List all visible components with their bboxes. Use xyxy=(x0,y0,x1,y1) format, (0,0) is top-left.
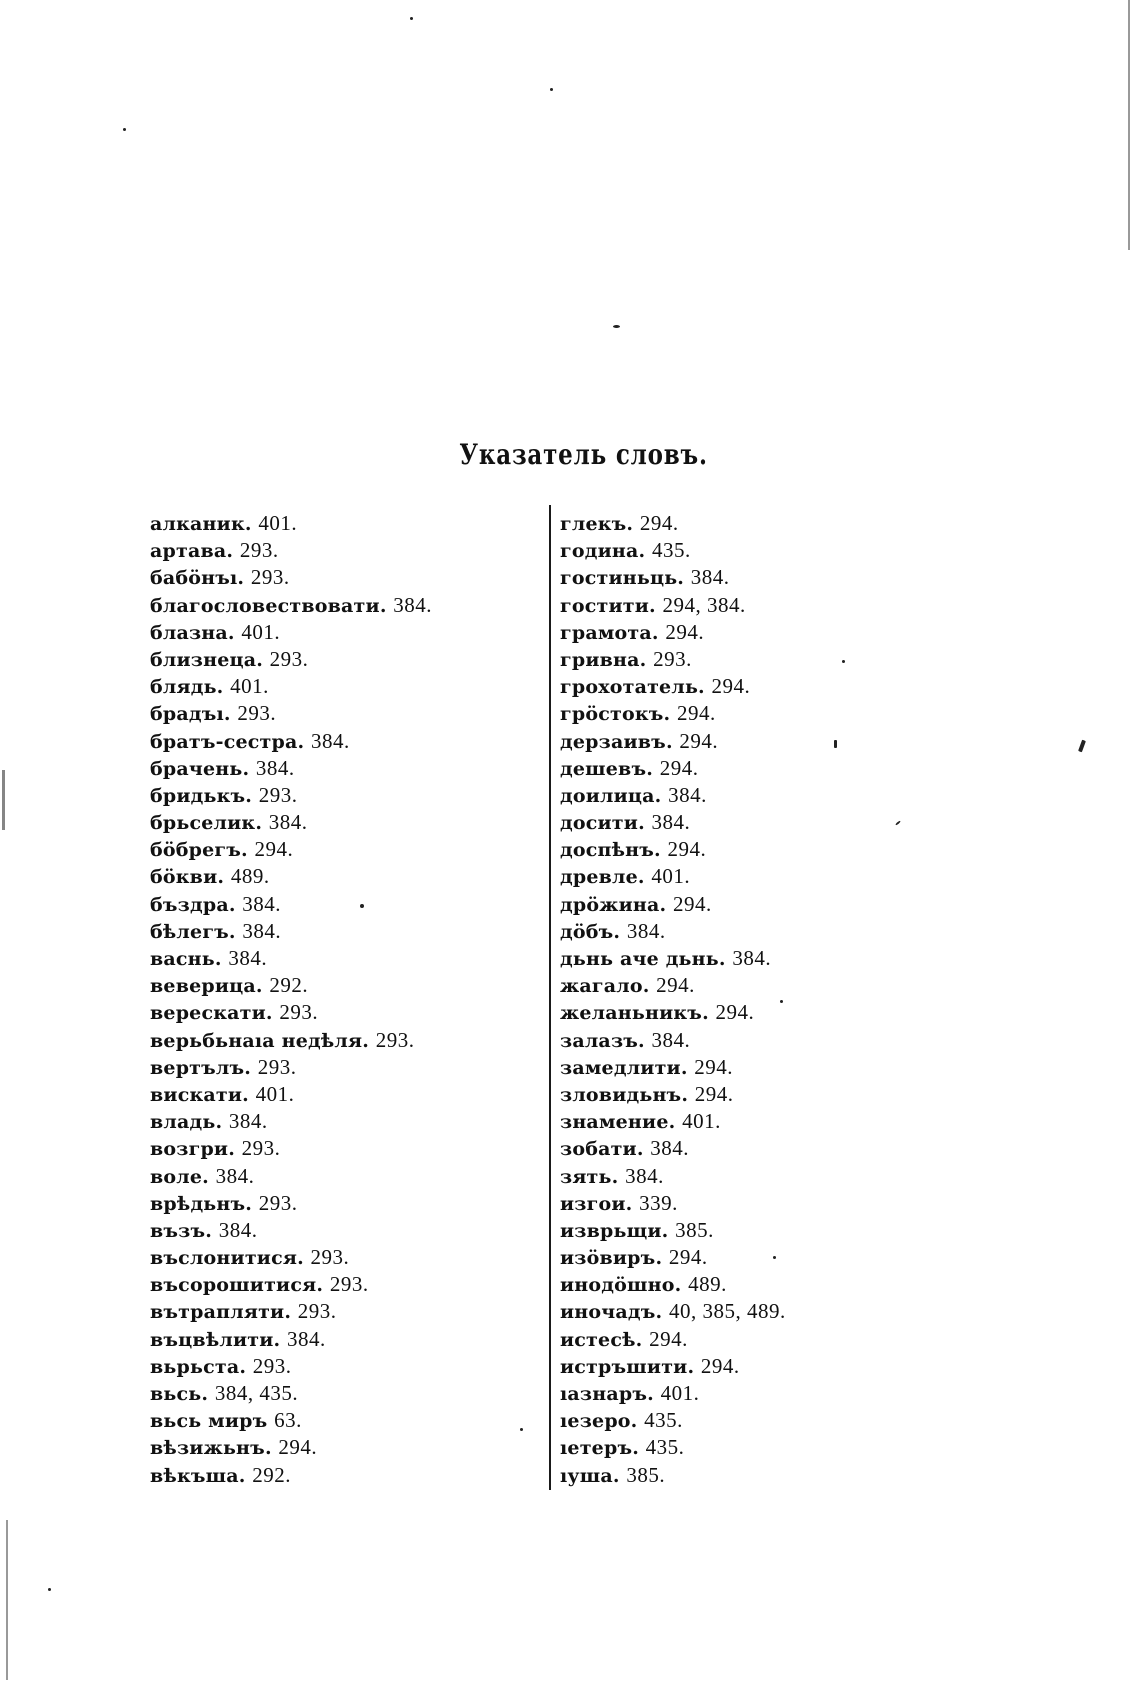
index-entry xyxy=(560,1271,786,1298)
index-word: бъздра. xyxy=(150,893,236,916)
index-entry xyxy=(150,782,432,809)
index-word: ıетеръ. xyxy=(560,1437,640,1460)
index-entry xyxy=(560,700,786,727)
index-word: ıазнаръ. xyxy=(560,1383,654,1405)
index-entry xyxy=(150,891,432,918)
index-word: ıуша. xyxy=(560,1464,620,1487)
index-entry xyxy=(150,1190,432,1217)
index-entry xyxy=(560,673,786,700)
index-entry xyxy=(560,1081,786,1108)
index-page-ref: 384. xyxy=(218,1217,258,1242)
index-page-ref: 292. xyxy=(252,1462,291,1487)
index-entry xyxy=(560,972,786,999)
index-word: грамота. xyxy=(560,621,659,644)
index-word: зобати. xyxy=(560,1138,644,1161)
index-word: ıезеро. xyxy=(560,1410,638,1433)
index-entry xyxy=(560,1054,786,1081)
index-page-ref: 401. xyxy=(651,864,691,889)
index-entry xyxy=(560,1407,786,1434)
index-entry xyxy=(560,1244,786,1271)
index-entry xyxy=(150,972,432,999)
index-word: иночадъ. xyxy=(560,1301,663,1324)
index-word: древле. xyxy=(560,866,645,889)
index-word: братъ-сестра. xyxy=(150,730,305,753)
index-page-ref: 384. xyxy=(732,946,772,970)
index-word: инодӧшно. xyxy=(560,1274,682,1297)
index-word: знамение. xyxy=(560,1111,676,1134)
index-word: вѣкъша. xyxy=(150,1464,246,1487)
index-page-ref: 435. xyxy=(644,1408,683,1433)
index-page-ref: 294. xyxy=(715,1000,755,1025)
index-entry xyxy=(560,564,786,591)
index-word: зять. xyxy=(560,1165,619,1188)
index-word: въслонитися. xyxy=(150,1247,304,1270)
index-page-ref: 489. xyxy=(688,1272,727,1297)
index-entry xyxy=(150,945,432,972)
index-page-ref: 294. xyxy=(668,1245,708,1270)
index-entry xyxy=(150,1163,432,1190)
index-word: вѣзижьнъ. xyxy=(150,1437,272,1460)
index-column-left xyxy=(150,510,432,1489)
index-entry xyxy=(560,836,786,863)
page-title: Указатель словъ. xyxy=(459,438,708,471)
index-entry xyxy=(150,1434,432,1461)
index-page-ref: 293. xyxy=(237,701,277,726)
index-page-ref: 40, 385, 489. xyxy=(668,1299,786,1324)
index-page-ref: 293. xyxy=(269,646,309,671)
index-word: верьбьнаıа недѣля. xyxy=(150,1029,370,1052)
index-page-ref: 293. xyxy=(297,1299,337,1324)
index-entry xyxy=(560,755,786,782)
index-page-ref: 401. xyxy=(258,511,298,535)
index-word: грӧстокъ. xyxy=(560,703,671,726)
index-word: бѣлегъ. xyxy=(150,920,236,943)
index-page-ref: 294. xyxy=(656,973,695,998)
index-word: изӧвиръ. xyxy=(560,1247,663,1270)
index-page-ref: 384. xyxy=(286,1326,326,1351)
index-entry xyxy=(560,728,786,755)
index-entry xyxy=(560,592,786,619)
index-page-ref: 293. xyxy=(241,1136,281,1161)
index-word: дьнь аче дьнь. xyxy=(560,948,726,970)
index-page-ref: 293. xyxy=(250,565,290,590)
index-page-ref: 294. xyxy=(679,728,719,753)
scan-speck xyxy=(895,820,901,825)
index-word: артава. xyxy=(150,540,234,563)
index-word: зловидьнъ. xyxy=(560,1083,689,1106)
index-entry xyxy=(560,945,786,972)
index-entry xyxy=(560,1298,786,1325)
index-word: васнь. xyxy=(150,948,222,970)
index-entry xyxy=(150,755,432,782)
index-entry xyxy=(150,1271,432,1298)
index-entry xyxy=(560,1380,786,1407)
index-entry xyxy=(150,1054,432,1081)
index-entry xyxy=(560,809,786,836)
index-entry xyxy=(150,564,432,591)
index-entry xyxy=(150,863,432,890)
index-entry xyxy=(150,700,432,727)
index-page-ref: 293. xyxy=(239,538,279,563)
index-entry xyxy=(560,1217,786,1244)
index-word: благословествовати. xyxy=(150,594,387,617)
index-entry xyxy=(150,1135,432,1162)
index-entry xyxy=(150,1027,432,1054)
index-entry xyxy=(560,1108,786,1135)
index-word: доилица. xyxy=(560,784,662,807)
index-word: вискати. xyxy=(150,1083,249,1106)
scan-speck xyxy=(834,740,837,748)
scan-edge-mark xyxy=(1128,0,1130,250)
index-word: жагало. xyxy=(560,975,650,998)
index-word: бридькъ. xyxy=(150,784,253,807)
index-word: възъ. xyxy=(150,1219,213,1242)
index-page-ref: 294. xyxy=(278,1435,318,1460)
index-word: близнеца. xyxy=(150,648,264,671)
index-page-ref: 384. xyxy=(228,1109,268,1134)
index-word: дрӧжина. xyxy=(560,893,667,916)
index-page-ref: 384. xyxy=(228,946,268,970)
index-entry xyxy=(150,1298,432,1325)
index-entry xyxy=(150,1407,432,1434)
index-page-ref: 384. xyxy=(215,1163,255,1188)
index-word: блазна. xyxy=(150,621,235,644)
index-word: вьсь. xyxy=(150,1383,209,1405)
index-page-ref: 384. xyxy=(650,1136,690,1161)
index-page-ref: 384. xyxy=(626,918,666,943)
index-entry xyxy=(560,646,786,673)
index-page-ref: 294. xyxy=(665,619,705,644)
index-entry xyxy=(150,999,432,1026)
index-page-ref: 294, 384. xyxy=(662,592,746,617)
index-page-ref: 294. xyxy=(659,755,699,780)
scan-speck xyxy=(123,128,126,131)
index-word: вътрапляти. xyxy=(150,1301,292,1324)
index-word: въцвѣлити. xyxy=(150,1328,281,1351)
index-page-ref: 384. xyxy=(242,891,282,916)
index-page-ref: 294. xyxy=(676,701,716,726)
index-word: досити. xyxy=(560,812,645,835)
index-entry xyxy=(150,646,432,673)
index-entry xyxy=(150,1217,432,1244)
index-word: бӧкви. xyxy=(150,866,225,889)
index-word: дерзаивъ. xyxy=(560,730,673,753)
index-page-ref: 293. xyxy=(258,782,298,807)
index-entry xyxy=(560,891,786,918)
index-word: глекъ. xyxy=(560,513,634,535)
index-word: верескати. xyxy=(150,1002,273,1025)
index-entry xyxy=(560,863,786,890)
index-entry xyxy=(150,1108,432,1135)
index-page-ref: 294. xyxy=(672,891,712,916)
index-page-ref: 385. xyxy=(626,1462,666,1487)
index-page-ref: 293. xyxy=(257,1054,297,1079)
index-page-ref: 339. xyxy=(639,1190,678,1215)
index-entry xyxy=(560,537,786,564)
index-word: гостиньць. xyxy=(560,567,685,590)
index-word: грохотатель. xyxy=(560,676,705,699)
index-page-ref: 384. xyxy=(242,918,282,943)
index-page-ref: 384. xyxy=(668,782,707,807)
index-entry xyxy=(560,1190,786,1217)
index-entry xyxy=(150,1380,432,1407)
index-entry xyxy=(150,1326,432,1353)
index-entry xyxy=(150,592,432,619)
scan-edge-mark xyxy=(2,770,5,830)
index-page-ref: 401. xyxy=(230,674,269,699)
index-page-ref: 384, 435. xyxy=(214,1381,299,1405)
index-word: возгри. xyxy=(150,1138,236,1161)
index-page-ref: 294. xyxy=(700,1353,740,1378)
index-word: бӧбрегъ. xyxy=(150,839,248,862)
index-word: брачень. xyxy=(150,757,250,780)
index-page-ref: 293. xyxy=(375,1027,415,1052)
index-entry xyxy=(150,619,432,646)
index-word: алканик. xyxy=(150,513,252,535)
scan-speck xyxy=(410,17,413,20)
index-entry xyxy=(150,673,432,700)
index-page-ref: 401. xyxy=(241,619,281,644)
index-word: дӧбъ. xyxy=(560,920,621,943)
index-word: брадъı. xyxy=(150,703,231,726)
index-word: бабӧнъı. xyxy=(150,567,245,590)
index-word: вьсь миръ xyxy=(150,1410,268,1433)
index-page-ref: 401. xyxy=(255,1081,295,1106)
index-page-ref: 292. xyxy=(269,973,309,998)
index-page-ref: 384. xyxy=(255,755,295,780)
index-page-ref: 401. xyxy=(682,1109,721,1134)
index-entry xyxy=(560,1434,786,1461)
index-page-ref: 435. xyxy=(645,1435,685,1460)
index-word: гостити. xyxy=(560,594,656,617)
index-page-ref: 294. xyxy=(694,1081,734,1106)
index-entry xyxy=(560,999,786,1026)
index-entry xyxy=(150,1462,432,1489)
index-word: владь. xyxy=(150,1111,223,1134)
index-entry xyxy=(150,1353,432,1380)
index-word: изгои. xyxy=(560,1192,633,1215)
scan-speck xyxy=(613,325,620,328)
index-page-ref: 384. xyxy=(310,728,350,753)
index-page-ref: 385. xyxy=(675,1217,714,1242)
scan-speck xyxy=(780,1000,783,1003)
index-word: брьселик. xyxy=(150,812,263,835)
index-word: истръшити. xyxy=(560,1355,695,1378)
index-entry xyxy=(150,510,432,537)
index-entry xyxy=(560,1027,786,1054)
index-entry xyxy=(560,510,786,537)
index-word: вертълъ. xyxy=(150,1056,252,1079)
index-entry xyxy=(560,1353,786,1380)
index-page-ref: 63. xyxy=(274,1408,302,1433)
index-page-ref: 293. xyxy=(329,1272,369,1297)
index-entry xyxy=(150,728,432,755)
index-entry xyxy=(560,782,786,809)
index-entry xyxy=(150,836,432,863)
scan-speck xyxy=(842,660,845,663)
index-word: гривна. xyxy=(560,648,647,671)
index-page-ref: 384. xyxy=(625,1163,664,1188)
index-word: воле. xyxy=(150,1165,209,1188)
scan-speck xyxy=(1078,740,1086,753)
index-word: блядь. xyxy=(150,676,224,699)
index-page-ref: 294. xyxy=(694,1054,734,1079)
index-page-ref: 384. xyxy=(393,592,433,617)
index-entry xyxy=(150,1081,432,1108)
index-word: залазъ. xyxy=(560,1029,645,1052)
index-word: изврьщи. xyxy=(560,1219,669,1242)
index-entry xyxy=(560,918,786,945)
index-entry xyxy=(560,1163,786,1190)
scan-speck xyxy=(48,1588,51,1591)
index-entry xyxy=(560,1326,786,1353)
scan-edge-mark xyxy=(6,1520,8,1680)
index-word: доспѣнъ. xyxy=(560,839,661,862)
index-entry xyxy=(560,1135,786,1162)
scan-speck xyxy=(550,88,553,91)
index-page-ref: 294. xyxy=(639,511,679,535)
index-page-ref: 294. xyxy=(667,837,707,862)
index-word: въсорошитися. xyxy=(150,1274,324,1297)
index-page-ref: 384. xyxy=(268,810,308,835)
index-word: истесѣ. xyxy=(560,1328,643,1351)
index-word: веверица. xyxy=(150,975,263,998)
scan-speck xyxy=(520,1428,523,1431)
index-entry xyxy=(150,1244,432,1271)
index-entry xyxy=(560,1462,786,1489)
index-page-ref: 293. xyxy=(252,1353,292,1378)
index-page-ref: 384. xyxy=(690,565,730,590)
index-word: замедлити. xyxy=(560,1056,688,1079)
index-page-ref: 435. xyxy=(651,538,691,563)
index-word: врѣдьнъ. xyxy=(150,1192,253,1215)
index-word: желаньникъ. xyxy=(560,1002,709,1025)
index-page-ref: 294. xyxy=(254,837,294,862)
index-column-right xyxy=(560,510,786,1489)
index-page-ref: 294. xyxy=(711,674,751,699)
index-page-ref: 401. xyxy=(660,1381,700,1405)
index-word: вьрьста. xyxy=(150,1355,247,1378)
index-page-ref: 293. xyxy=(310,1245,350,1270)
scan-speck xyxy=(360,904,364,908)
index-page-ref: 293. xyxy=(258,1190,298,1215)
index-word: дешевъ. xyxy=(560,757,654,780)
index-page-ref: 384. xyxy=(651,1027,691,1052)
index-entry xyxy=(560,619,786,646)
index-page-ref: 293. xyxy=(653,646,692,671)
index-page-ref: 489. xyxy=(230,864,270,889)
scan-speck xyxy=(773,1256,776,1259)
index-page-ref: 293. xyxy=(279,1000,319,1025)
index-entry xyxy=(150,918,432,945)
index-word: година. xyxy=(560,540,646,563)
index-page-ref: 384. xyxy=(651,810,691,835)
index-entry xyxy=(150,537,432,564)
index-entry xyxy=(150,809,432,836)
index-page-ref: 294. xyxy=(649,1326,688,1351)
column-divider xyxy=(549,505,551,1490)
